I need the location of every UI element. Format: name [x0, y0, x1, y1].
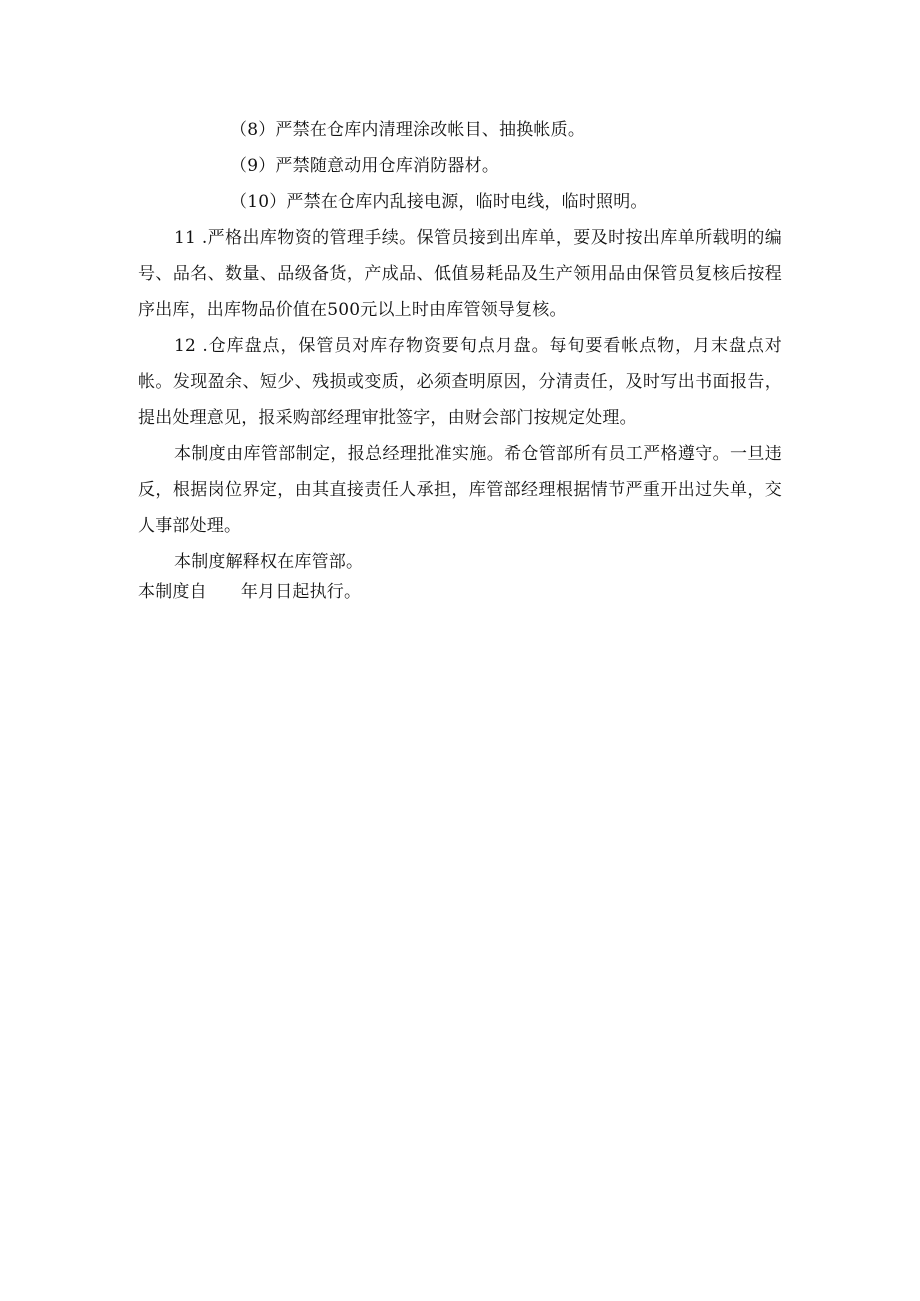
- effective-date-suffix: 年月日起执行。: [240, 582, 362, 602]
- implementation-paragraph: 本制度由库管部制定，报总经理批准实施。希仓管部所有员工严格遵守。一旦违反，根据岗位界定，由其直接责任人承担，库管部经理根据情节严重开出过失单，交人事部处理。: [138, 444, 782, 536]
- clause-11-paragraph: 11 .严格出库物资的管理手续。保管员接到出库单，要及时按出库单所载明的编号、品名、数量、品级备货，产成品、低值易耗品及生产领用品由保管员复核后按程序出库，出库物品价值在500元以上时由库管领导复核。: [138, 228, 782, 320]
- effective-date-prefix: 本制度自: [138, 582, 207, 602]
- interpretation-paragraph: 本制度解释权在库管部。: [174, 552, 364, 572]
- document-body: [138, 112, 782, 604]
- rule-item-10: （10）严禁在仓库内乱接电源，临时电线，临时照明。: [230, 192, 648, 212]
- clause-12-paragraph: 12 .仓库盘点，保管员对库存物资要旬点月盘。每旬要看帐点物，月末盘点对帐。发现盈余、短少、残损或变质，必须查明原因，分清责任，及时写出书面报告，提出处理意见，报采购部经理审批签字，由财会部门按规定处理。: [138, 336, 782, 428]
- effective-date-line: [138, 580, 782, 604]
- rule-item-9: （9）严禁随意动用仓库消防器材。: [230, 156, 500, 176]
- rule-item-8: （8）严禁在仓库内清理涂改帐目、抽换帐质。: [230, 120, 586, 140]
